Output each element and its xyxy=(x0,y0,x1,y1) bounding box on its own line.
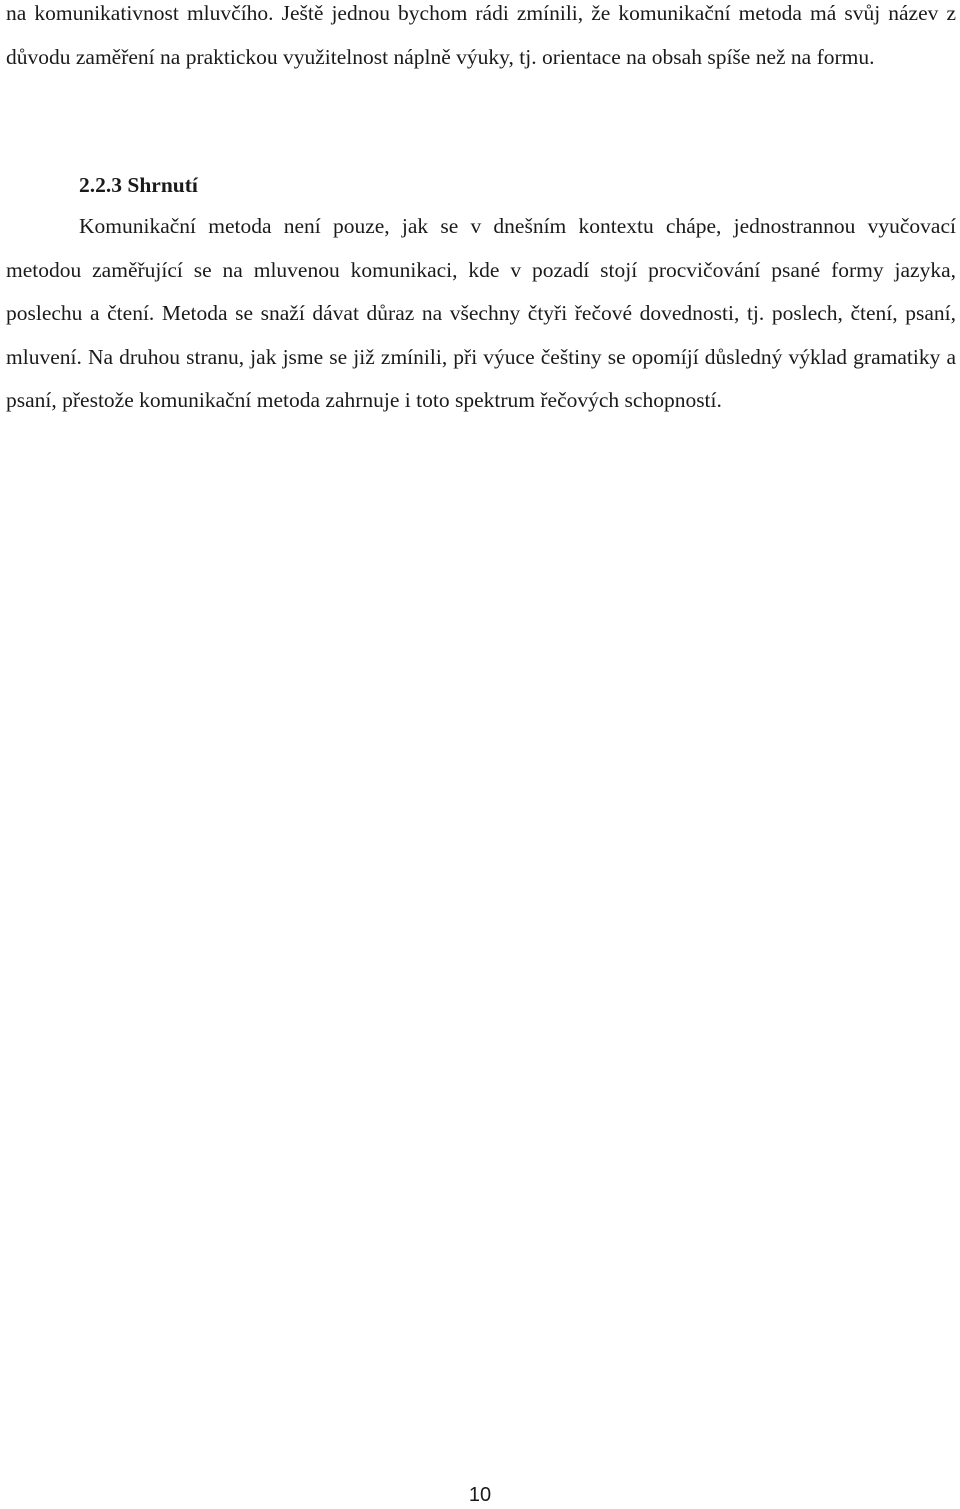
page-number: 10 xyxy=(468,1484,492,1506)
paragraph-continued: na komunikativnost mluvčího. Ještě jednou bychom rádi zmínili, že komunikační metoda má svůj název z důvodu zaměření na praktickou využitelnost náplně výuky, tj. orientace na obsah spíše než na formu. xyxy=(6,1,956,69)
paragraph-summary: Komunikační metoda není pouze, jak se v dnešním kontextu chápe, jednostrannou vyučovací metodou zaměřující se na mluvenou komunikaci, kde v pozadí stojí procvičování psané formy jazyka, poslechu a čtení. Metoda se snaží dávat důraz na všechny čtyři řečové dovednosti, tj. poslech, čtení, psaní, mluvení. Na druhou stranu, jak jsme se již zmínili, při výuce češtiny se opomíjí důsledný výklad gramatiky a psaní, přestože komunikační metoda zahrnuje i toto spektrum řečových schopností. xyxy=(6,214,956,412)
section-heading: 2.2.3 Shrnutí xyxy=(79,173,198,197)
